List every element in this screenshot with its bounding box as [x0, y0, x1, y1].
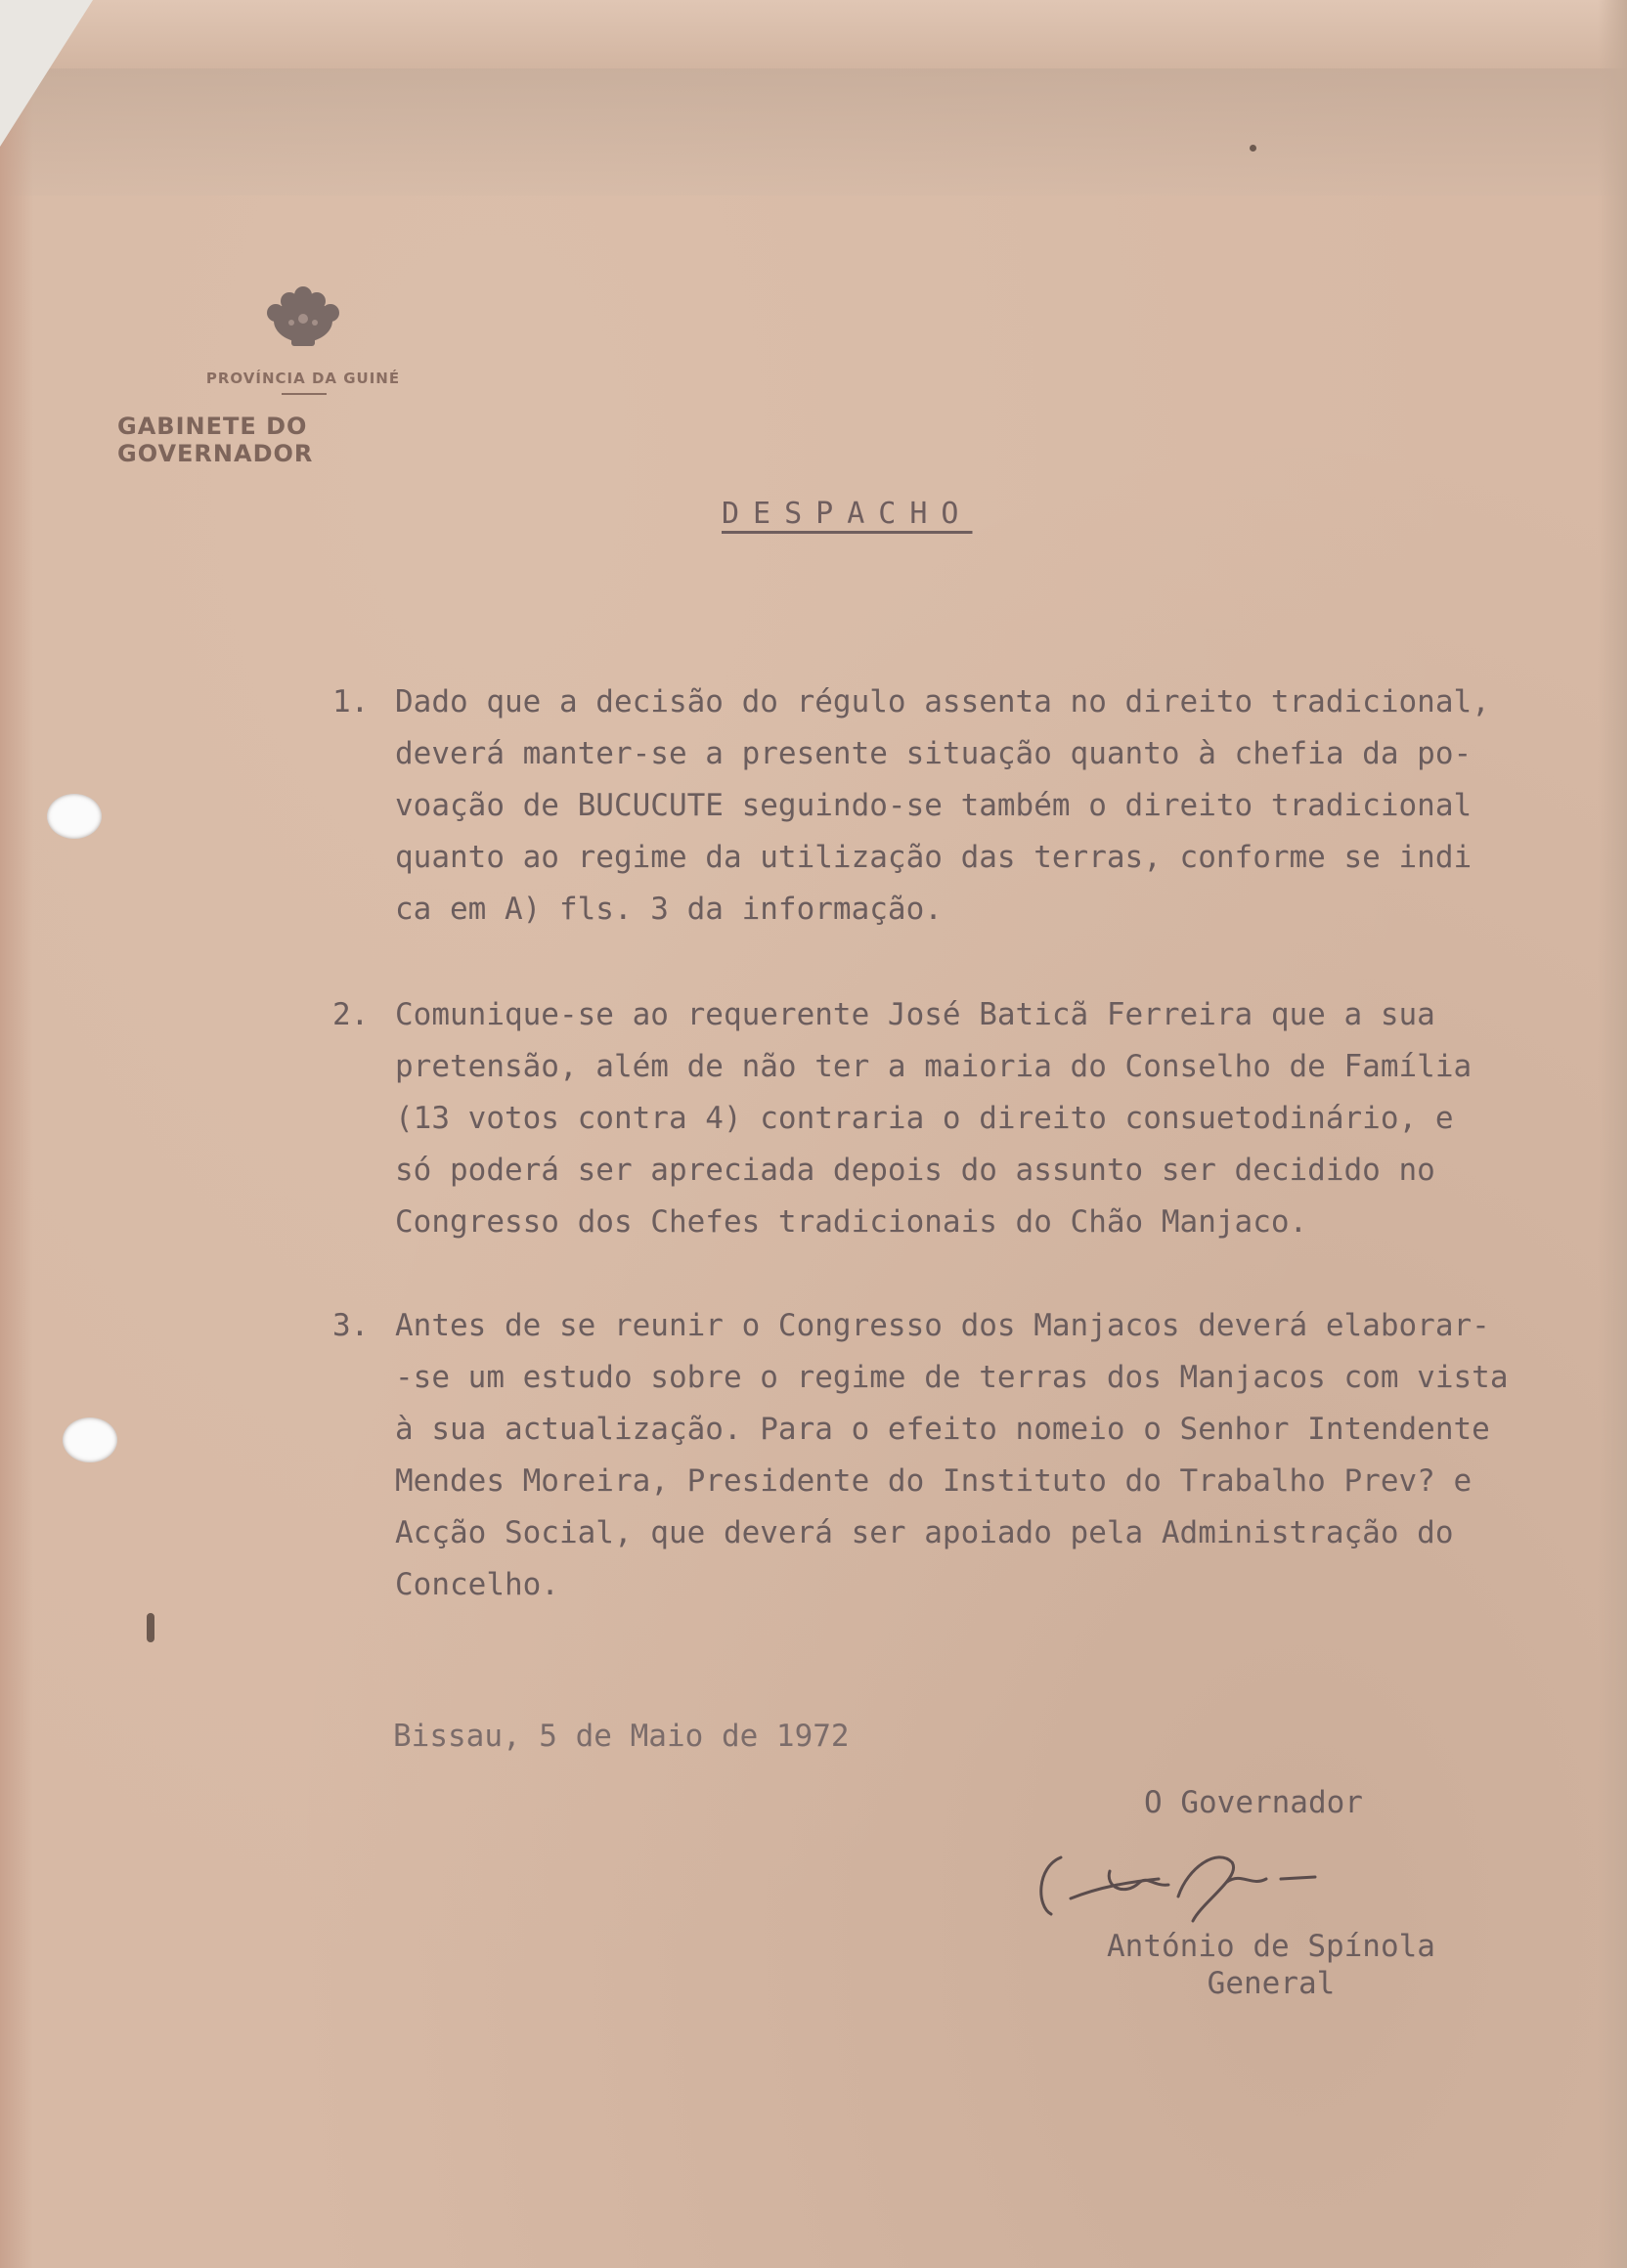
punch-hole-lower — [63, 1418, 117, 1462]
signer-rank: General — [1207, 1966, 1336, 2001]
document-title: DESPACHO — [722, 497, 973, 531]
dispatch-item — [332, 989, 1584, 1248]
place-and-date: Bissau, 5 de Maio de 1972 — [393, 1719, 850, 1754]
ink-speck — [1250, 145, 1256, 152]
letterhead-divider — [282, 393, 327, 395]
dispatch-item-number: 3. — [332, 1308, 370, 1343]
handwritten-signature — [1032, 1828, 1384, 1926]
dispatch-item-text: Dado que a decisão do régulo assenta no direito tradicional, deverá manter-se a presente situação quanto à chefia da po- voação de BUCUCUTE seguindo-se também o direito tradicional quanto ao regime da utilização das terras, conforme se indi ca em A) fls. 3 da informação. — [395, 684, 1490, 927]
signer-name-block — [1085, 1928, 1457, 2002]
letterhead-province: PROVÍNCIA DA GUINÉ — [205, 370, 401, 387]
paper-stain-band — [0, 68, 1627, 196]
coat-of-arms-emblem-icon — [262, 285, 344, 348]
folded-corner — [0, 0, 93, 147]
paper-right-edge — [1598, 0, 1627, 2268]
ink-smudge — [147, 1613, 154, 1642]
letterhead-office: GABINETE DO GOVERNADOR — [117, 413, 314, 467]
dispatch-item — [332, 1300, 1584, 1611]
signer-title: O Governador — [1144, 1785, 1363, 1820]
dispatch-item-text: Comunique-se ao requerente José Baticã Ferreira que a sua pretensão, além de não ter a maioria do Conselho de Família (13 votos contra 4) contraria o direito consuetodinário, e só poderá ser apreciada depois do assunto ser decidido no Congresso dos Chefes tradicionais do Chão Manjaco. — [395, 997, 1473, 1240]
dispatch-item-number: 2. — [332, 997, 370, 1032]
paper-top-strip — [0, 0, 1627, 68]
dispatch-item — [332, 676, 1584, 936]
punch-hole-upper — [47, 794, 102, 839]
paper-left-edge — [0, 0, 33, 2268]
dispatch-item-text: Antes de se reunir o Congresso dos Manjacos deverá elaborar- -se um estudo sobre o regime de terras dos Manjacos com vista à sua actualização. Para o efeito nomeio o Senhor Intendente Mendes Moreira, Presidente do Instituto do Trabalho Prev? e Acção Social, que deverá ser apoiado pela Administração do Concelho. — [395, 1308, 1509, 1602]
signer-name: António de Spínola — [1107, 1929, 1435, 1964]
dispatch-item-number: 1. — [332, 684, 370, 720]
